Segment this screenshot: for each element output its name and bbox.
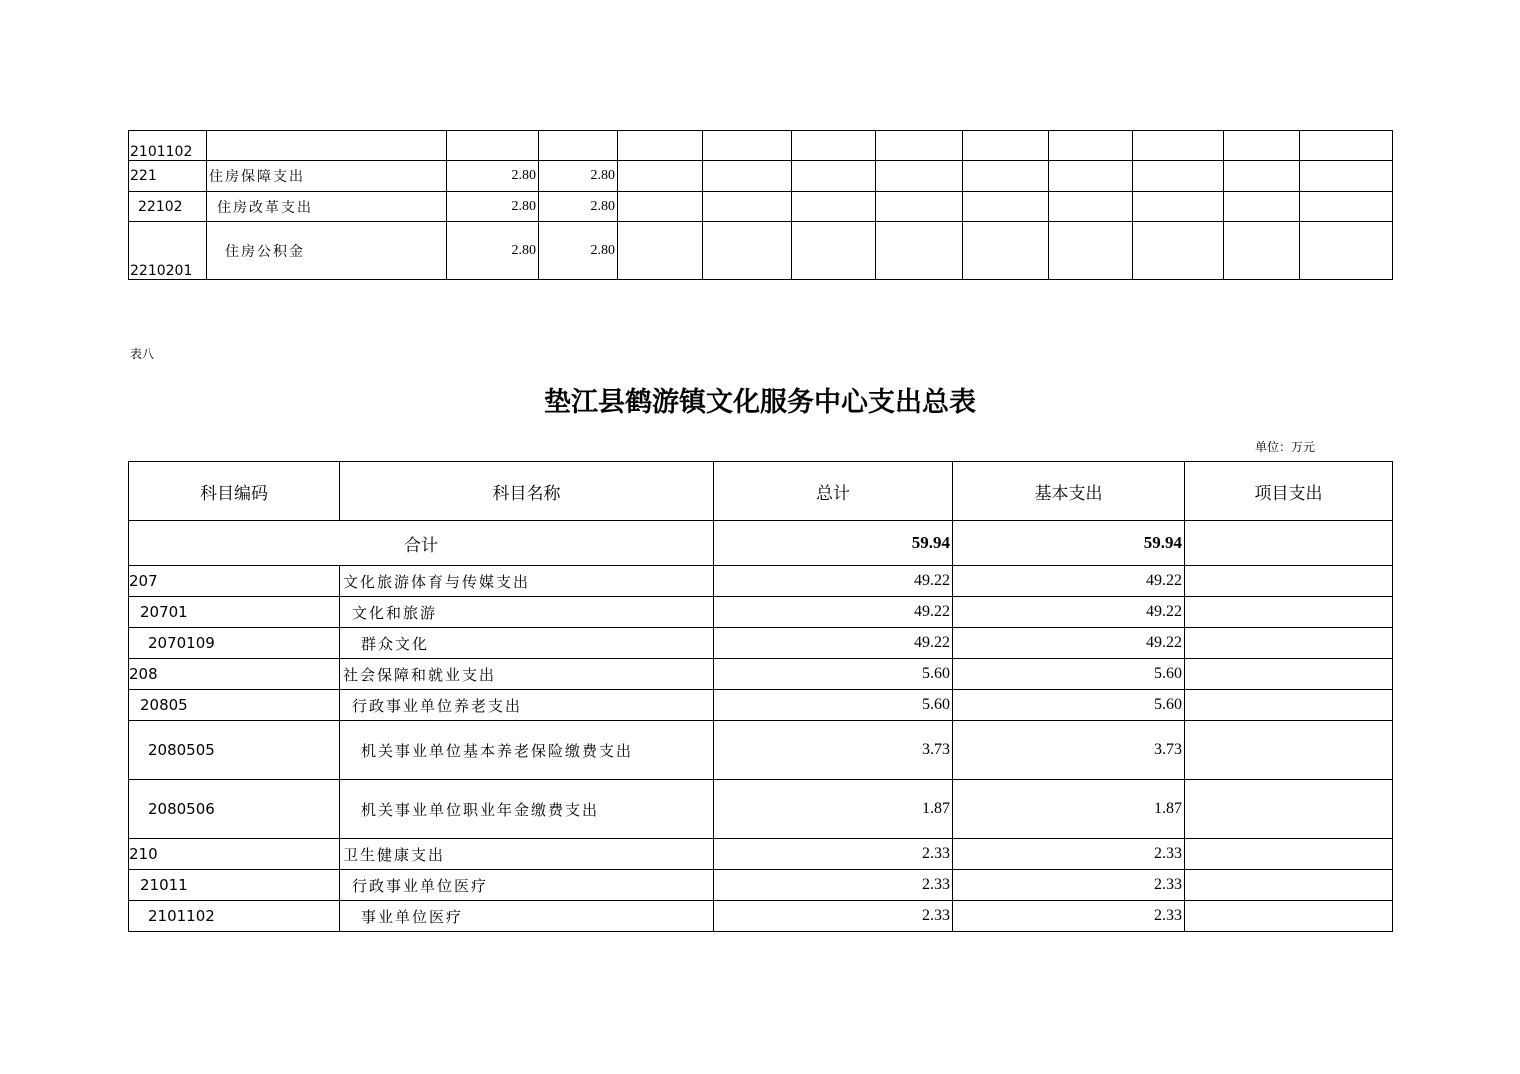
subject-name: 住房公积金	[207, 222, 447, 280]
subject-code: 208	[129, 659, 340, 690]
table-row	[129, 566, 1393, 597]
subject-code: 2070109	[129, 628, 340, 659]
subject-code: 21011	[129, 870, 340, 901]
unit-label: 单位：万元	[1255, 440, 1316, 454]
project-value	[1185, 566, 1393, 597]
expenditure-summary-table	[128, 461, 1393, 932]
project-value	[1185, 780, 1393, 839]
project-value	[1185, 901, 1393, 932]
table-row	[129, 222, 1393, 280]
table-row	[129, 839, 1393, 870]
table-header-row	[129, 462, 1393, 521]
table-row	[129, 870, 1393, 901]
table-row	[129, 131, 1393, 161]
total-value: 2.80	[447, 192, 539, 222]
header-subject-code: 科目编码	[129, 462, 340, 521]
sum-total: 59.94	[714, 521, 953, 566]
table-row	[129, 780, 1393, 839]
basic-value	[539, 131, 618, 161]
subject-name: 机关事业单位职业年金缴费支出	[340, 780, 714, 839]
subject-code: 20701	[129, 597, 340, 628]
project-value	[1185, 628, 1393, 659]
basic-value: 49.22	[953, 566, 1185, 597]
basic-value: 2.33	[953, 839, 1185, 870]
sum-project	[1185, 521, 1393, 566]
subject-code: 2080506	[129, 780, 340, 839]
subject-name: 文化旅游体育与传媒支出	[340, 566, 714, 597]
basic-value: 3.73	[953, 721, 1185, 780]
subject-code: 221	[129, 161, 207, 192]
table-row	[129, 690, 1393, 721]
total-value: 5.60	[714, 690, 953, 721]
total-value: 2.33	[714, 870, 953, 901]
sum-label: 合计	[129, 521, 714, 566]
basic-value: 5.60	[953, 659, 1185, 690]
project-value	[1185, 839, 1393, 870]
total-value: 5.60	[714, 659, 953, 690]
subject-code: 2080505	[129, 721, 340, 780]
subject-code: 20805	[129, 690, 340, 721]
subject-name: 社会保障和就业支出	[340, 659, 714, 690]
subject-name: 卫生健康支出	[340, 839, 714, 870]
total-value: 3.73	[714, 721, 953, 780]
basic-value: 1.87	[953, 780, 1185, 839]
subject-code: 2101102	[129, 901, 340, 932]
subject-name: 行政事业单位养老支出	[340, 690, 714, 721]
page-title: 垫江县鹤游镇文化服务中心支出总表	[544, 387, 976, 418]
total-value: 1.87	[714, 780, 953, 839]
total-value: 49.22	[714, 628, 953, 659]
table-row	[129, 628, 1393, 659]
table-row	[129, 901, 1393, 932]
subject-name: 群众文化	[340, 628, 714, 659]
total-value: 49.22	[714, 566, 953, 597]
basic-value: 49.22	[953, 597, 1185, 628]
header-basic-expenditure: 基本支出	[953, 462, 1185, 521]
header-subject-name: 科目名称	[340, 462, 714, 521]
sum-row	[129, 521, 1393, 566]
total-value: 2.80	[447, 222, 539, 280]
basic-value: 2.80	[539, 161, 618, 192]
table-row	[129, 161, 1393, 192]
project-value	[1185, 870, 1393, 901]
table-row	[129, 192, 1393, 222]
total-value	[447, 131, 539, 161]
continuation-table	[128, 130, 1393, 280]
project-value	[1185, 690, 1393, 721]
subject-code: 210	[129, 839, 340, 870]
basic-value: 2.33	[953, 901, 1185, 932]
basic-value: 49.22	[953, 628, 1185, 659]
table-number-label: 表八	[130, 347, 155, 361]
subject-code: 2101102	[129, 131, 207, 161]
total-value: 49.22	[714, 597, 953, 628]
subject-name: 文化和旅游	[340, 597, 714, 628]
total-value: 2.80	[447, 161, 539, 192]
project-value	[1185, 721, 1393, 780]
table-row	[129, 721, 1393, 780]
subject-name: 机关事业单位基本养老保险缴费支出	[340, 721, 714, 780]
subject-name	[207, 131, 447, 161]
basic-value: 2.33	[953, 870, 1185, 901]
sum-basic: 59.94	[953, 521, 1185, 566]
basic-value: 5.60	[953, 690, 1185, 721]
subject-name: 住房改革支出	[207, 192, 447, 222]
subject-name: 事业单位医疗	[340, 901, 714, 932]
table-row	[129, 659, 1393, 690]
subject-name: 住房保障支出	[207, 161, 447, 192]
basic-value: 2.80	[539, 222, 618, 280]
header-total: 总计	[714, 462, 953, 521]
table-row	[129, 597, 1393, 628]
project-value	[1185, 659, 1393, 690]
basic-value: 2.80	[539, 192, 618, 222]
subject-code: 2210201	[129, 222, 207, 280]
total-value: 2.33	[714, 839, 953, 870]
subject-name: 行政事业单位医疗	[340, 870, 714, 901]
header-project-expenditure: 项目支出	[1185, 462, 1393, 521]
subject-code: 22102	[129, 192, 207, 222]
project-value	[1185, 597, 1393, 628]
subject-code: 207	[129, 566, 340, 597]
total-value: 2.33	[714, 901, 953, 932]
